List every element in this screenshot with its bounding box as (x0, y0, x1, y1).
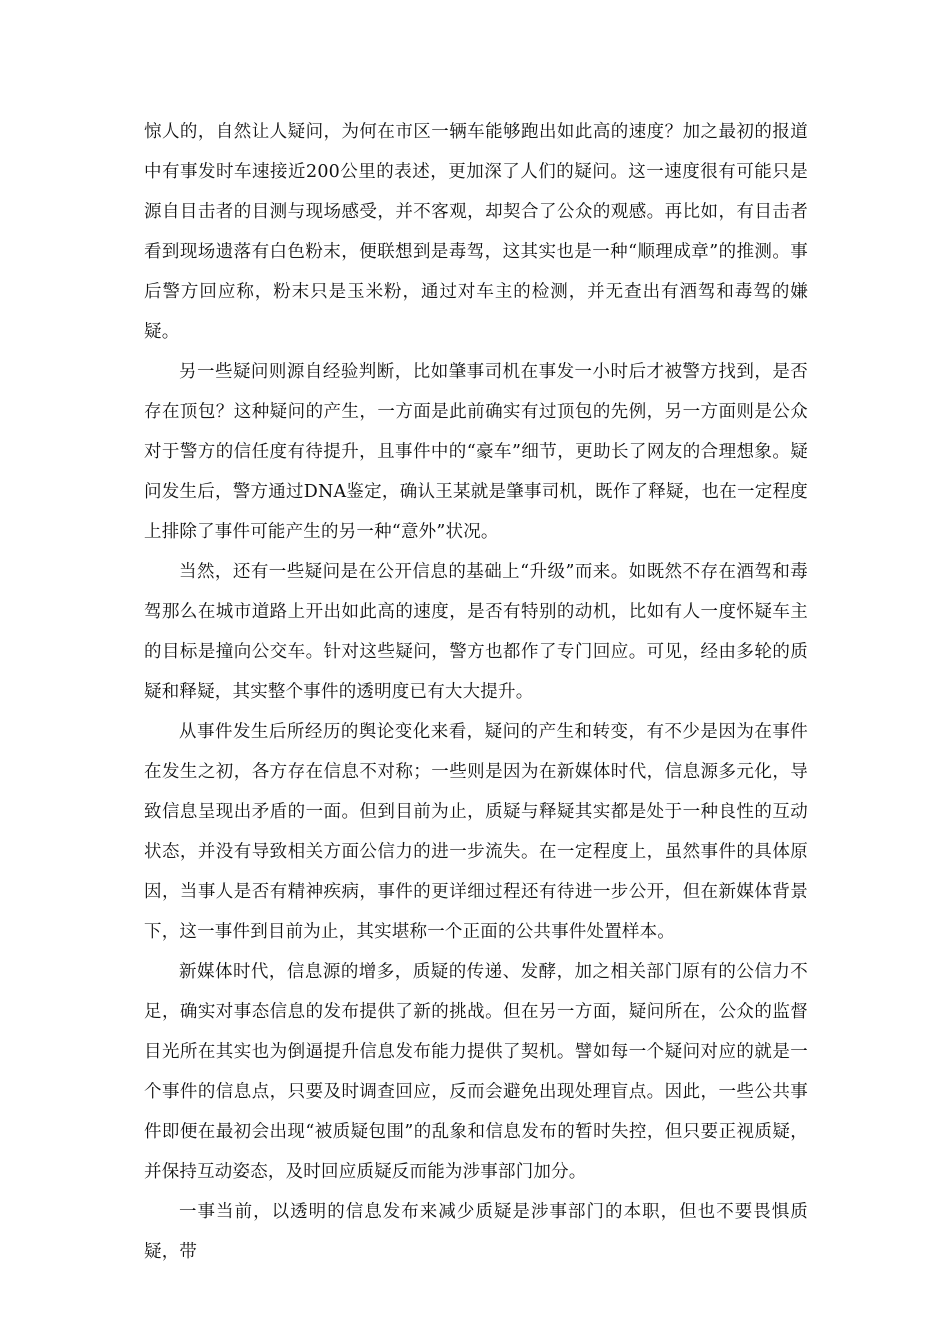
paragraph-4: 从事件发生后所经历的舆论变化来看，疑问的产生和转变，有不少是因为在事件在发生之初，各方存在信息不对称；一些则是因为在新媒体时代，信息源多元化，导致信息呈现出矛盾的一面。但到目前为止，质疑与释疑其实都是处于一种良性的互动状态，并没有导致相关方面公信力的进一步流失。在一定程度上，虽然事件的具体原因，当事人是否有精神疾病，事件的更详细过程还有待进一步公开，但在新媒体背景下，这一事件到目前为止，其实堪称一个正面的公共事件处置样本。 (144, 722, 808, 942)
paragraph-5: 新媒体时代，信息源的增多，质疑的传递、发酵，加之相关部门原有的公信力不足，确实对事态信息的发布提供了新的挑战。但在另一方面，疑问所在，公众的监督目光所在其实也为倒逼提升信息发布能力提供了契机。譬如每一个疑问对应的就是一个事件的信息点，只要及时调查回应，反而会避免出现处理盲点。因此，一些公共事件即便在最初会出现“被质疑包围”的乱象和信息发布的暂时失控，但只要正视质疑，并保持互动姿态，及时回应质疑反而能为涉事部门加分。 (144, 962, 808, 1182)
paragraph-6: 一事当前，以透明的信息发布来减少质疑是涉事部门的本职，但也不要畏惧质疑，带 (144, 1202, 808, 1262)
paragraph-1: 惊人的，自然让人疑问，为何在市区一辆车能够跑出如此高的速度？加之最初的报道中有事发时车速接近200公里的表述，更加深了人们的疑问。这一速度很有可能只是源自目击者的目测与现场感受，并不客观，却契合了公众的观感。再比如，有目击者看到现场遗落有白色粉末，便联想到是毒驾，这其实也是一种“顺理成章”的推测。事后警方回应称，粉末只是玉米粉，通过对车主的检测，并无查出有酒驾和毒驾的嫌疑。 (144, 122, 808, 342)
article-body (144, 112, 808, 1272)
paragraph-3: 当然，还有一些疑问是在公开信息的基础上“升级”而来。如既然不存在酒驾和毒驾那么在城市道路上开出如此高的速度，是否有特别的动机，比如有人一度怀疑车主的目标是撞向公交车。针对这些疑问，警方也都作了专门回应。可见，经由多轮的质疑和释疑，其实整个事件的透明度已有大大提升。 (144, 562, 808, 702)
paragraph-2: 另一些疑问则源自经验判断，比如肇事司机在事发一小时后才被警方找到，是否存在顶包？这种疑问的产生，一方面是此前确实有过顶包的先例，另一方面则是公众对于警方的信任度有待提升，且事件中的“豪车”细节，更助长了网友的合理想象。疑问发生后，警方通过DNA鉴定，确认王某就是肇事司机，既作了释疑，也在一定程度上排除了事件可能产生的另一种“意外”状况。 (144, 362, 808, 542)
